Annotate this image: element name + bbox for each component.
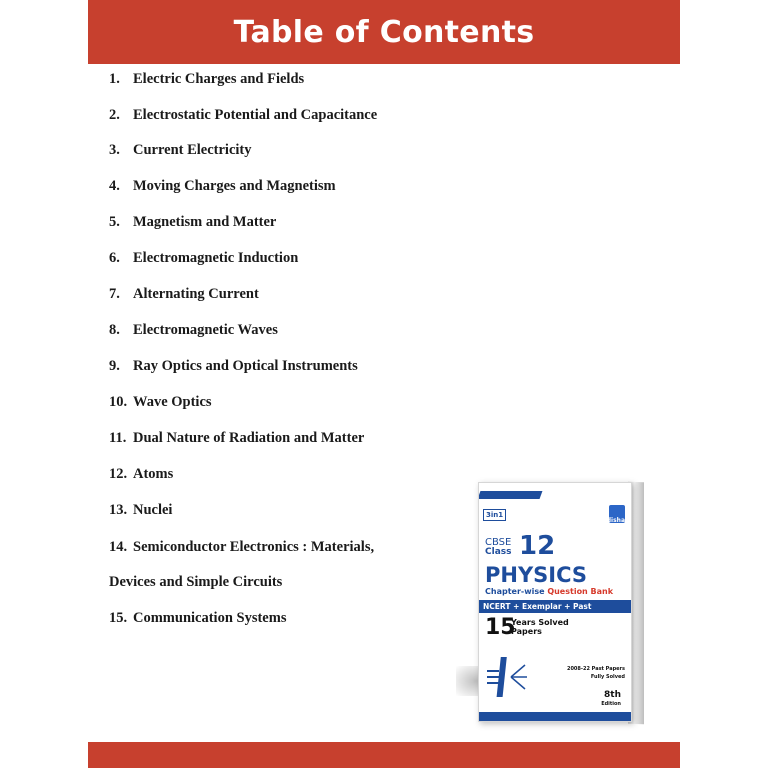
toc-item: 1. Electric Charges and Fields xyxy=(109,71,305,87)
toc-item-continuation: Devices and Simple Circuits xyxy=(109,574,283,590)
toc-item: 6. Electromagnetic Induction xyxy=(109,250,299,266)
cover-board: CBSE xyxy=(485,537,512,548)
cover-class-label: Class xyxy=(485,547,512,557)
cover-past-papers: 2008-22 Past Papers Fully Solved xyxy=(566,666,625,680)
cover-strip: NCERT + Exemplar + Past xyxy=(479,600,631,613)
page-title: Table of Contents xyxy=(233,14,535,50)
cover-subject: PHYSICS xyxy=(485,563,588,587)
toc-item: 12. Atoms xyxy=(109,466,174,482)
toc-item: 15. Communication Systems xyxy=(109,610,287,626)
cover-badge: 3in1 xyxy=(483,509,506,521)
toc-item: 3. Current Electricity xyxy=(109,142,252,158)
footer-bar xyxy=(88,742,680,768)
header-bar xyxy=(88,0,680,64)
cover-years-number: 15 xyxy=(485,615,516,640)
book-cover xyxy=(478,482,632,722)
toc-item: 10. Wave Optics xyxy=(109,394,212,410)
cover-class-number: 12 xyxy=(519,531,556,561)
cover-subtitle: Chapter-wise Question Bank xyxy=(485,587,614,596)
toc-item: 2. Electrostatic Potential and Capacitance xyxy=(109,107,378,123)
publisher-logo-text: disha xyxy=(606,517,625,524)
physics-arrows-icon xyxy=(485,655,529,699)
toc-item: 11. Dual Nature of Radiation and Matter xyxy=(109,430,365,446)
toc-item: 7. Alternating Current xyxy=(109,286,259,302)
toc-item: 4. Moving Charges and Magnetism xyxy=(109,178,336,194)
toc-item: 13. Nuclei xyxy=(109,502,173,518)
cover-years-text: Years Solved Papers xyxy=(511,618,569,636)
toc-item: 8. Electromagnetic Waves xyxy=(109,322,278,338)
book-cover-image xyxy=(452,476,648,732)
cover-edition: 8th Edition xyxy=(601,690,621,707)
toc-item: 9. Ray Optics and Optical Instruments xyxy=(109,358,358,374)
cover-top-band xyxy=(478,491,542,499)
toc-item: 14. Semiconductor Electronics : Materials, xyxy=(109,539,375,555)
cover-bottom-band xyxy=(479,712,631,721)
toc-item: 5. Magnetism and Matter xyxy=(109,214,277,230)
